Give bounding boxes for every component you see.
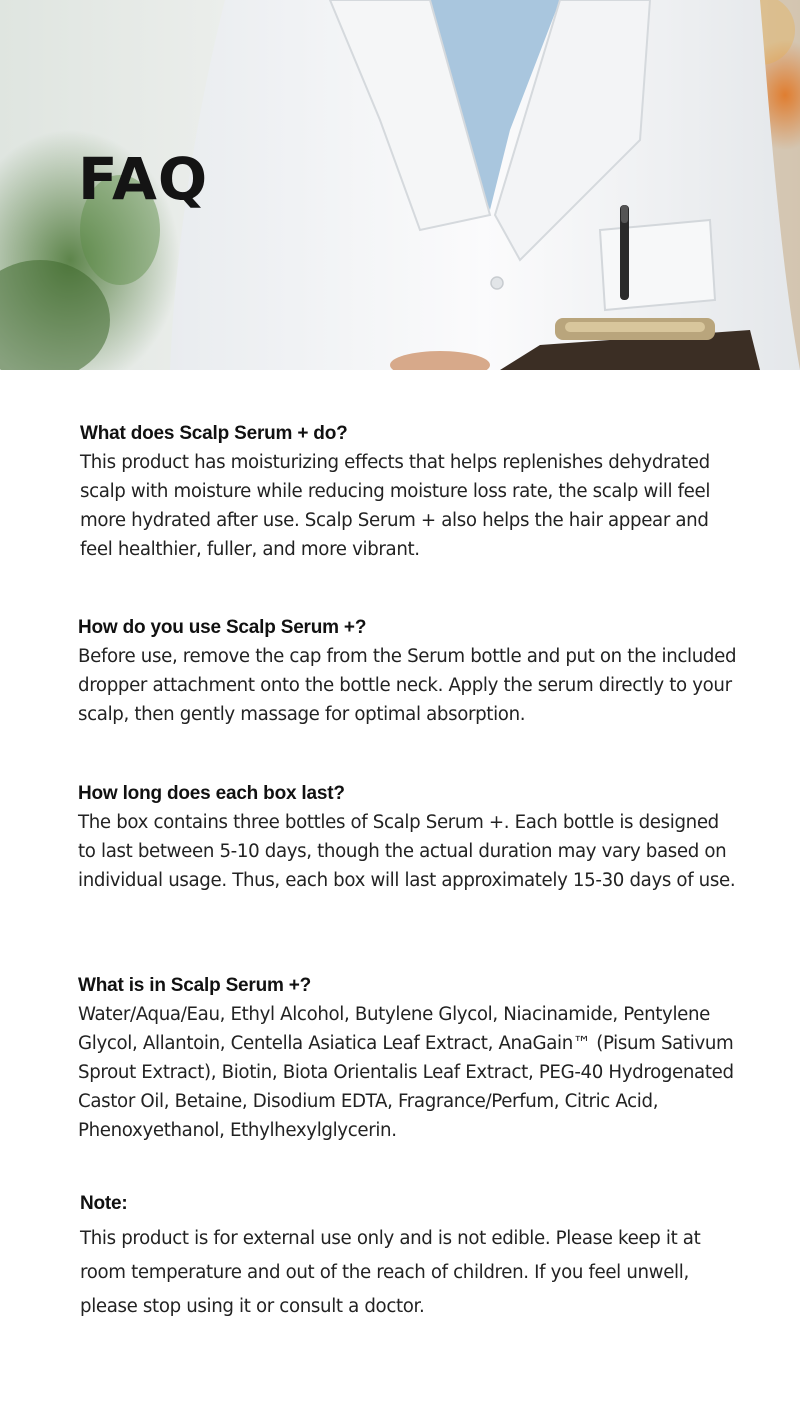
faq-item-box-duration xyxy=(78,780,738,895)
faq-question: What does Scalp Serum + do? xyxy=(80,423,348,444)
faq-answer: The box contains three bottles of Scalp Serum +. Each bottle is designed to last between 5-10 days, though the actual duration may vary based on individual usage. Thus, each box will last approximately 15-30 days of use. xyxy=(78,812,736,891)
faq-question: How do you use Scalp Serum +? xyxy=(78,617,367,638)
page-title: FAQ xyxy=(78,145,209,213)
faq-item-how-to-use xyxy=(78,614,738,729)
faq-question: How long does each box last? xyxy=(78,783,345,804)
faq-answer: Before use, remove the cap from the Serum bottle and put on the included dropper attachment onto the bottle neck. Apply the serum directly to your scalp, then gently massage for optimal absorption. xyxy=(78,646,737,725)
faq-item-what-it-does xyxy=(80,420,740,564)
faq-answer: Water/Aqua/Eau, Ethyl Alcohol, Butylene Glycol, Niacinamide, Pentylene Glycol, Allantoin, Centella Asiatica Leaf Extract, AnaGain™ (Pisum Sativum Sprout Extract), Biotin, Biota Orientalis Leaf Extract, PEG-40 Hydrogenated Castor Oil, Betaine, Disodium EDTA, Fragrance/Perfum, Citric Acid, Phenoxyethanol, Ethylhexylglycerin. xyxy=(78,1004,734,1141)
note-label: Note: xyxy=(80,1193,128,1214)
faq-item-ingredients xyxy=(78,972,738,1145)
note-section xyxy=(80,1190,740,1324)
faq-question: What is in Scalp Serum +? xyxy=(78,975,312,996)
faq-answer: This product has moisturizing effects that helps replenishes dehydrated scalp with moisture while reducing moisture loss rate, the scalp will feel more hydrated after use. Scalp Serum + also helps the hair appear and feel healthier, fuller, and more vibrant. xyxy=(80,452,711,560)
hero-banner xyxy=(0,0,800,370)
note-text: This product is for external use only and is not edible. Please keep it at room temperature and out of the reach of children. If you feel unwell, please stop using it or consult a doctor. xyxy=(80,1228,701,1317)
